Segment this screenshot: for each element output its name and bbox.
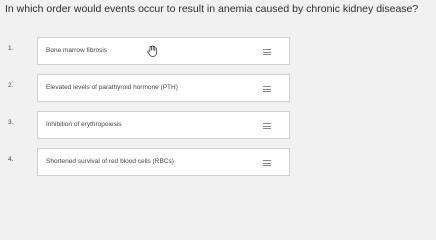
drag-handle-icon[interactable] — [263, 86, 271, 92]
drag-handle-icon[interactable] — [263, 123, 271, 129]
draggable-card-4[interactable] — [37, 148, 290, 176]
card-label: Inhibition of erythropoiesis — [46, 121, 122, 128]
list-item — [0, 148, 436, 178]
draggable-card-2[interactable] — [37, 74, 290, 102]
item-number: 4. — [8, 156, 14, 163]
card-label: Elevated levels of parathyroid hormone (PTH) — [46, 84, 178, 91]
item-number: 2. — [8, 82, 14, 89]
list-item — [0, 111, 436, 141]
card-label: Shortened survival of red blood cells (RBCs) — [46, 158, 174, 165]
drag-handle-icon[interactable] — [263, 49, 271, 55]
question-text: In which order would events occur to result in anemia caused by chronic kidney disease? — [5, 3, 419, 15]
draggable-card-1[interactable] — [37, 37, 290, 65]
hand-pointer-icon — [146, 45, 158, 57]
list-item — [0, 37, 436, 67]
drag-handle-icon[interactable] — [263, 160, 271, 166]
draggable-card-3[interactable] — [37, 111, 290, 139]
list-item — [0, 74, 436, 104]
item-number: 3. — [8, 119, 14, 126]
card-label: Bone marrow fibrosis — [46, 47, 108, 54]
item-number: 1. — [8, 45, 14, 52]
